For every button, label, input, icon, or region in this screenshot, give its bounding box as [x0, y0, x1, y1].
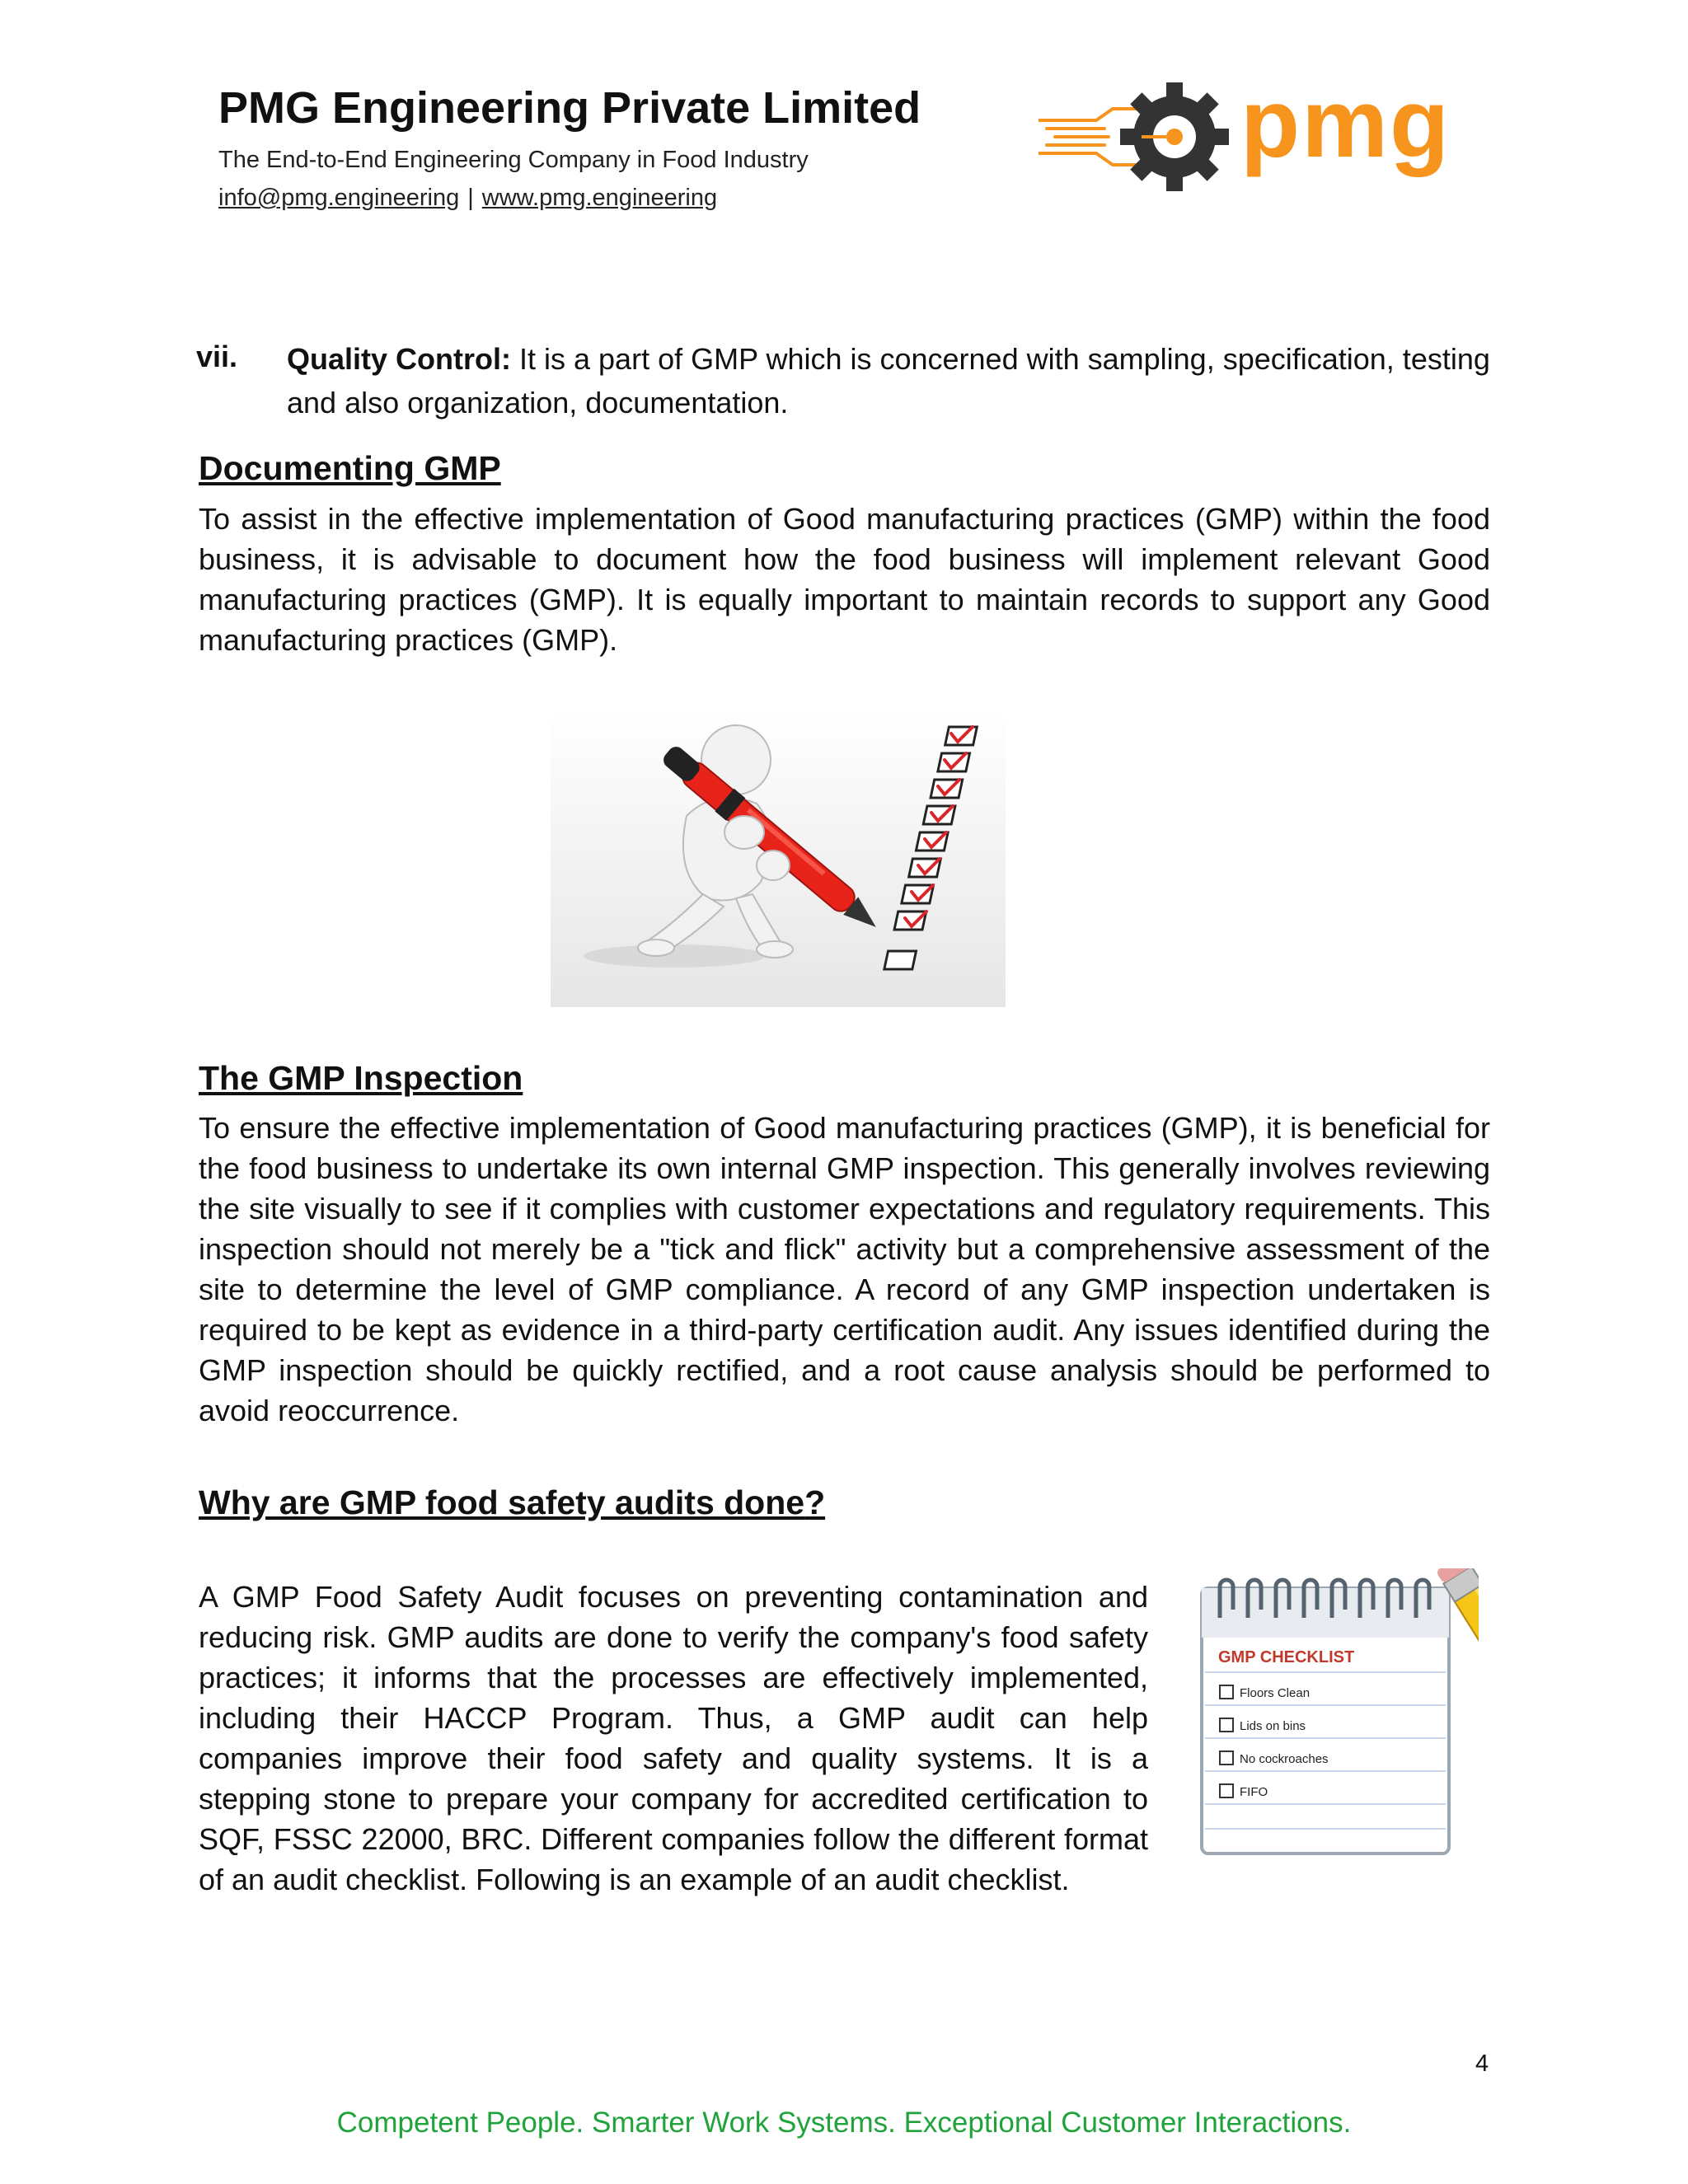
checklist-item: No cockroaches — [1240, 1752, 1329, 1766]
heading-why-audits-text: Why are GMP food safety audits done — [199, 1483, 805, 1521]
pmg-logo — [1039, 68, 1467, 199]
contact-separator: | — [467, 185, 474, 211]
figure-ticking-checklist-image — [551, 709, 1006, 1007]
email-link[interactable]: info@pmg.engineering — [218, 185, 460, 211]
list-number: vii. — [196, 340, 238, 373]
footer-slogan: Competent People. Smarter Work Systems. Exceptional Customer Interactions. — [336, 2107, 1352, 2139]
company-name: PMG Engineering Private Limited — [218, 83, 921, 133]
term-definition: It is a part of GMP which is concerned with sampling, specification, testing and also organization, documentation. — [287, 342, 1490, 419]
heading-documenting-gmp: Documenting GMP — [199, 449, 501, 487]
company-tagline: The End-to-End Engineering Company in Food Industry — [218, 147, 809, 173]
checklist-title: GMP CHECKLIST — [1218, 1648, 1355, 1666]
audits-paragraph: A GMP Food Safety Audit focuses on preventing contamination and reducing risk. GMP audits are done to verify the company's food safety practices; it informs that the processes are effectively implemented, including their HACCP Program. Thus, a GMP audit can help companies improve their food safety and quality systems. It is a stepping stone to prepare your company for accredited certification to SQF, FSSC 22000, BRC. Different companies follow the different format of an audit checklist. Following is an example of an audit checklist. — [199, 1580, 1148, 1896]
heading-why-audits — [199, 1483, 825, 1522]
contact-line — [218, 185, 717, 212]
website-link[interactable]: www.pmg.engineering — [481, 185, 718, 211]
term: Quality Control: — [287, 342, 511, 376]
heading-gmp-inspection: The GMP Inspection — [199, 1059, 523, 1097]
checklist-item: Floors Clean — [1240, 1686, 1311, 1700]
logo-wordmark: pmg — [1240, 69, 1451, 178]
documenting-gmp-paragraph: To assist in the effective implementation of Good manufacturing practices (GMP) within the food business, it is advisable to document how the food business will implement relevant Good manufacturing practices (GMP). It is equally important to maintain records to support any Good manufacturing practices (GMP). — [199, 502, 1490, 657]
list-item-quality-control — [287, 337, 1490, 424]
checklist-item: FIFO — [1240, 1785, 1268, 1799]
gmp-inspection-paragraph: To ensure the effective implementation of Good manufacturing practices (GMP), it is beneficial for the food business to undertake its own internal GMP inspection. This generally involves reviewing the site visually to see if it complies with customer expectations and regulatory requirements. This inspection should not merely be a "tick and flick" activity but a comprehensive assessment of the site to determine the level of GMP compliance. A record of any GMP inspection undertaken is required to be kept as evidence in a third-party certification audit. Any issues identified during the GMP inspection should be quickly rectified, and a root cause analysis should be performed to avoid reoccurrence. — [199, 1111, 1490, 1427]
checklist-item: Lids on bins — [1240, 1719, 1306, 1733]
heading-question-mark: ? — [804, 1483, 826, 1521]
gear-icon — [1120, 82, 1229, 191]
page-number: 4 — [1475, 2050, 1489, 2077]
gmp-checklist-image — [1197, 1568, 1479, 1862]
